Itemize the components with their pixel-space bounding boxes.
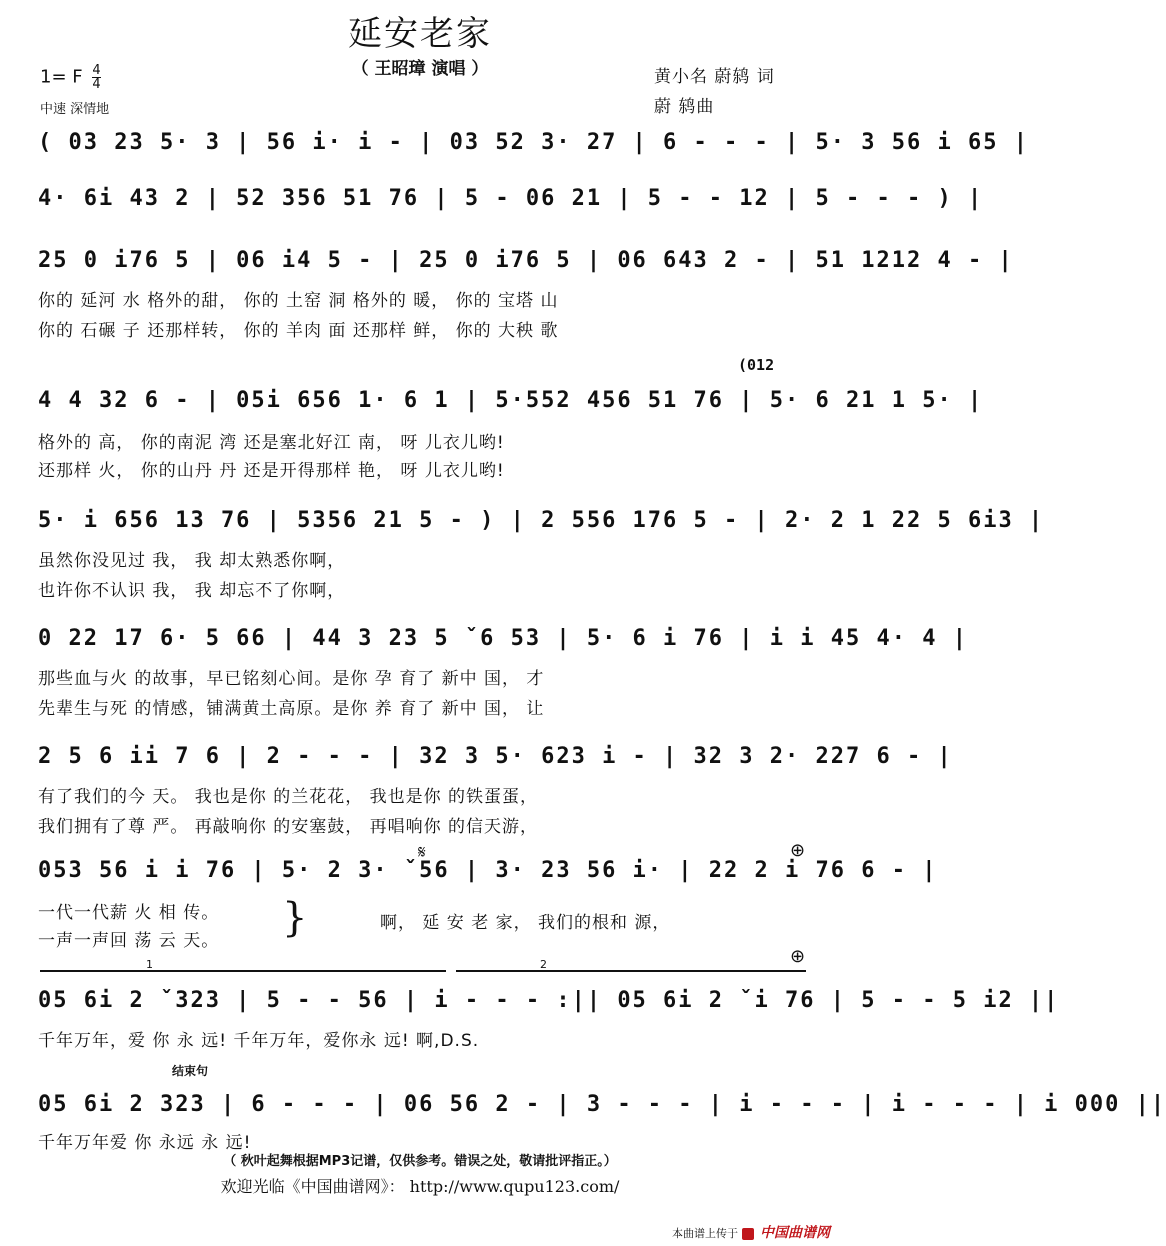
- lyric-row-8a: 一代一代薪 火 相 传。: [38, 903, 220, 923]
- coda-sign-1: ⊕: [790, 840, 806, 861]
- lyric-row-7b: 我们拥有了尊 严。 再敲响你 的安塞鼓， 再唱响你 的信天游，: [38, 817, 539, 837]
- time-signature: [92, 64, 100, 91]
- notation-row-9: 05 6i 2 ˇ323 | 5 - - 56 | i - - - :|| 05 6i 2 ˇi 76 | 5 - - 5 i2 ||: [38, 988, 1060, 1013]
- lyric-row-6b: 先辈生与死 的情感，铺满黄土高原。是你 养 育了 新中 国， 让: [38, 699, 545, 719]
- lyric-row-5b: 也许你不认识 我， 我 却忘不了你啊，: [38, 581, 346, 601]
- lyric-row-4a: 格外的 高， 你的南泥 湾 还是塞北好江 南， 呀 儿衣儿哟!: [38, 433, 505, 453]
- ending-label: 结束句: [172, 1064, 209, 1078]
- lyric-brace: }: [282, 895, 308, 941]
- refrain-lyric: 啊， 延 安 老 家， 我们的根和 源，: [380, 913, 671, 933]
- volta-bracket-1: [40, 970, 446, 972]
- notation-row-6: 0 22 17 6· 5 66 | 44 3 23 5 ˇ6 53 | 5· 6 i 76 | i i 45 4· 4 |: [38, 626, 968, 651]
- lyric-row-7a: 有了我们的今 天。 我也是你 的兰花花， 我也是你 的铁蛋蛋，: [38, 787, 539, 807]
- notation-row-10: 05 6i 2 323 | 6 - - - | 06 56 2 - | 3 - - - | i - - - | i - - - | i 000 ||: [38, 1092, 1166, 1117]
- tempo-marking: 中速 深情地: [40, 102, 110, 117]
- volta-label-2: 2: [540, 958, 547, 971]
- lyric-row-3b: 你的 石碾 子 还那样转， 你的 羊肉 面 还那样 鲜， 你的 大秧 歌: [38, 321, 559, 341]
- notation-row-3: 25 0 i76 5 | 06 i4 5 - | 25 0 i76 5 | 06 643 2 - | 51 1212 4 - |: [38, 248, 1014, 273]
- lyric-row-9: 千年万年，爱 你 永 远! 千年万年，爱你永 远! 啊,D.S.: [38, 1031, 480, 1051]
- singer-line: （ 王昭璋 演唱 ）: [351, 59, 489, 79]
- coda-sign-2: ⊕: [790, 946, 806, 967]
- lyric-row-3a: 你的 延河 水 格外的甜， 你的 土窑 洞 格外的 暖， 你的 宝塔 山: [38, 291, 559, 311]
- time-denominator: 4: [92, 77, 101, 92]
- site-logo-text: 中国曲谱网: [760, 1225, 830, 1241]
- lyric-row-4b: 还那样 火， 你的山丹 丹 还是开得那样 艳， 呀 儿衣儿哟!: [38, 461, 505, 481]
- segno-sign: 𝄋: [418, 842, 426, 863]
- notation-row-5: 5· i 656 13 76 | 5356 21 5 - ) | 2 556 176 5 - | 2· 2 1 22 5 6i3 |: [38, 508, 1045, 533]
- pickup-notes: (012: [738, 356, 775, 374]
- notation-row-1: ( 03 23 5· 3 | 56 i· i - | 03 52 3· 27 | 6 - - - | 5· 3 56 i 65 |: [38, 130, 1029, 155]
- lyric-row-6a: 那些血与火 的故事，早已铭刻心间。是你 孕 育了 新中 国， 才: [38, 669, 545, 689]
- site-logo-icon: [742, 1228, 754, 1240]
- notation-row-8: 053 56 i i 76 | 5· 2 3· ˇ56 | 3· 23 56 i· | 22 2 i 76 6 - |: [38, 858, 938, 883]
- key-label: 1= F: [40, 66, 83, 88]
- notation-row-4: 4 4 32 6 - | 05i 656 1· 6 1 | 5·552 456 51 76 | 5· 6 21 1 5· |: [38, 388, 984, 413]
- volta-bracket-2: [456, 970, 806, 972]
- upload-text: 本曲谱上传于: [672, 1227, 738, 1240]
- notation-row-2: 4· 6i 43 2 | 52 356 51 76 | 5 - 06 21 | 5 - - 12 | 5 - - - ) |: [38, 186, 984, 211]
- lyricist-credit: 黄小名 蔚鸫 词: [654, 67, 775, 87]
- upload-credit: [672, 1222, 830, 1242]
- key-signature: [40, 64, 101, 91]
- notation-row-7: 2 5 6 ii 7 6 | 2 - - - | 32 3 5· 623 i - | 32 3 2· 227 6 - |: [38, 744, 953, 769]
- lyric-row-8b: 一声一声回 荡 云 天。: [38, 931, 220, 951]
- score-title: 延安老家: [348, 14, 492, 54]
- time-numerator: 4: [92, 63, 101, 78]
- lyric-row-10: 千年万年爱 你 永远 永 远!: [38, 1133, 252, 1153]
- lyric-row-5a: 虽然你没见过 我， 我 却太熟悉你啊，: [38, 551, 346, 571]
- volta-label-1: 1: [146, 958, 153, 971]
- transcription-note: （ 秋叶起舞根据MP3记谱，仅供参考。错误之处，敬请批评指正。）: [223, 1154, 617, 1169]
- site-welcome: 欢迎光临《中国曲谱网》： http://www.qupu123.com/: [220, 1177, 620, 1196]
- composer-credit: 蔚 鸫曲: [654, 97, 715, 117]
